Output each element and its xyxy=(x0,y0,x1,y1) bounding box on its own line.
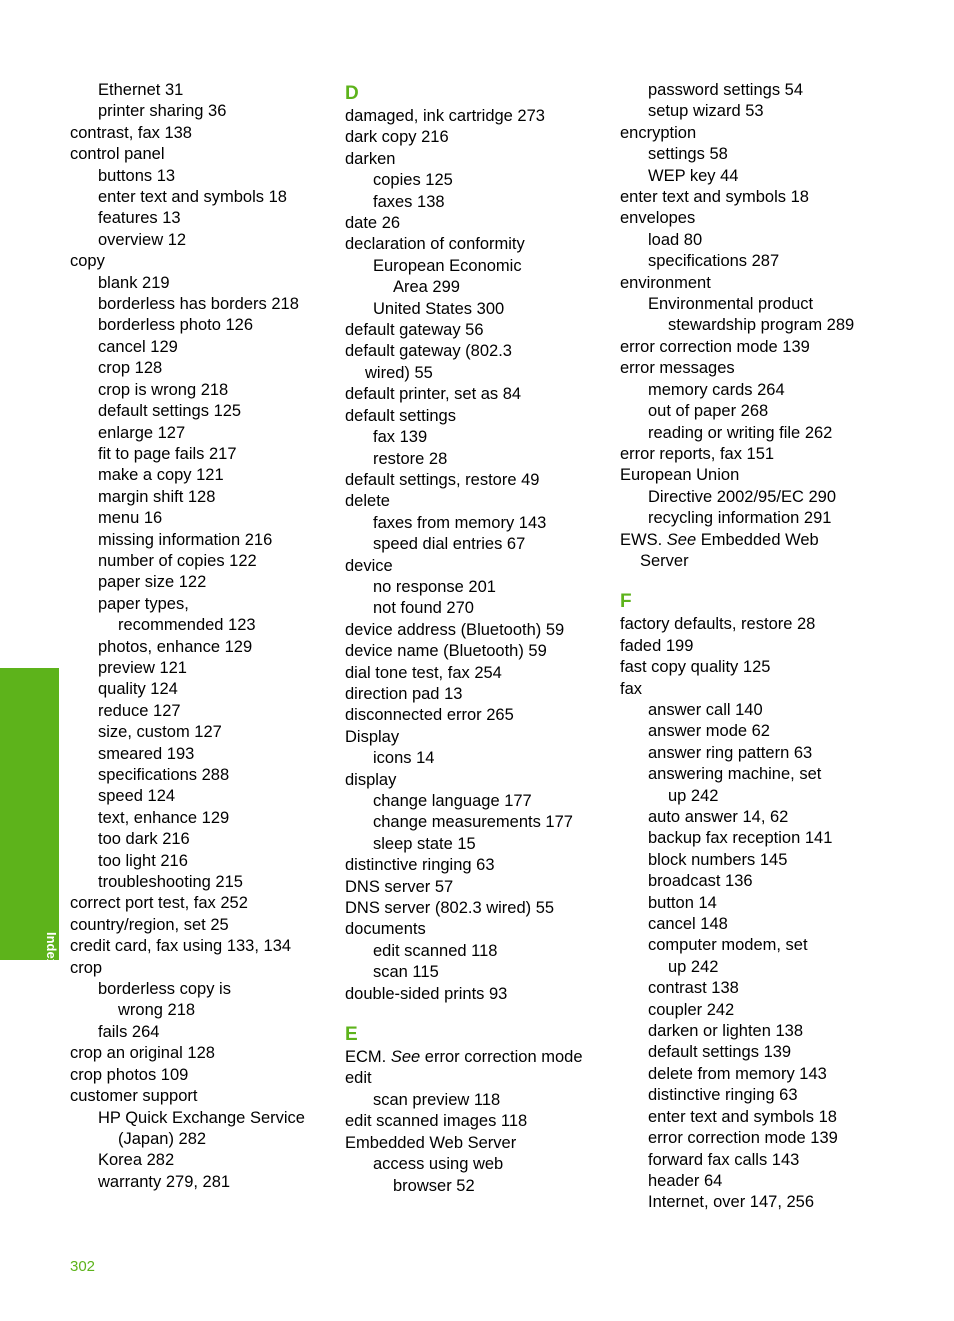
index-entry: fast copy quality 125 xyxy=(620,658,771,677)
index-subentry: coupler 242 xyxy=(648,1000,735,1019)
index-entry-continuation: browser 52 xyxy=(393,1176,475,1195)
index-entry: envelopes xyxy=(620,209,696,228)
index-entry: European Union xyxy=(620,466,740,485)
index-entry-see xyxy=(345,1047,605,1068)
index-entry-continuation: up 242 xyxy=(668,786,719,805)
index-subentry: sleep state 15 xyxy=(373,834,476,853)
index-subentry: icons 14 xyxy=(373,749,435,768)
index-entry: credit card, fax using 133, 134 xyxy=(70,937,292,956)
index-subentry: error correction mode 139 xyxy=(648,1129,838,1148)
index-subentry: enter text and symbols 18 xyxy=(98,188,287,207)
index-subentry: crop 128 xyxy=(98,359,163,378)
index-entry-continuation: Server xyxy=(640,551,689,570)
index-subentry: European Economic xyxy=(373,256,522,275)
index-subentry: fax 139 xyxy=(373,428,428,447)
index-subentry: computer modem, set xyxy=(648,936,808,955)
index-subentry: fit to page fails 217 xyxy=(98,444,237,463)
index-entry: distinctive ringing 63 xyxy=(345,856,495,875)
index-entry-continuation: wired) 55 xyxy=(365,363,433,382)
index-subentry: Environmental product xyxy=(648,295,814,314)
index-subentry: too light 216 xyxy=(98,851,188,870)
index-subentry: Ethernet 31 xyxy=(98,81,184,99)
index-entry: default printer, set as 84 xyxy=(345,385,522,404)
index-entry: double-sided prints 93 xyxy=(345,984,508,1003)
index-subentry: speed dial entries 67 xyxy=(373,535,526,554)
entry-term: EWS. xyxy=(620,530,667,549)
see-target: error correction mode xyxy=(420,1048,583,1067)
index-subentry: forward fax calls 143 xyxy=(648,1150,800,1169)
index-subentry: restore 28 xyxy=(373,449,448,468)
index-entry: delete xyxy=(345,492,390,511)
index-subentry: scan 115 xyxy=(373,963,439,982)
index-subentry: United States 300 xyxy=(373,299,505,318)
index-subentry: buttons 13 xyxy=(98,166,176,185)
index-entry: device xyxy=(345,556,393,575)
index-subentry: copies 125 xyxy=(373,171,453,190)
index-subentry: password settings 54 xyxy=(648,81,804,99)
index-entry: display xyxy=(345,770,397,789)
index-entry: default settings xyxy=(345,406,456,425)
entry-term: ECM. xyxy=(345,1048,391,1067)
index-entry-continuation: (Japan) 282 xyxy=(118,1129,207,1148)
index-subentry: text, enhance 129 xyxy=(98,808,230,827)
index-entry: default gateway 56 xyxy=(345,321,484,340)
index-entry: encryption xyxy=(620,123,697,142)
index-subentry: broadcast 136 xyxy=(648,872,753,891)
index-subentry: preview 121 xyxy=(98,658,187,677)
index-entry: crop an original 128 xyxy=(70,1044,215,1063)
index-subentry: warranty 279, 281 xyxy=(98,1172,231,1191)
index-subentry: enter text and symbols 18 xyxy=(648,1107,837,1126)
index-subentry: cancel 129 xyxy=(98,337,178,356)
index-entry: Embedded Web Server xyxy=(345,1133,517,1152)
index-subentry: WEP key 44 xyxy=(648,166,739,185)
index-entry: DNS server (802.3 wired) 55 xyxy=(345,899,555,918)
index-entry: disconnected error 265 xyxy=(345,706,514,725)
see-reference: See xyxy=(666,530,697,549)
index-entry: dark copy 216 xyxy=(345,128,449,147)
index-subentry: specifications 287 xyxy=(648,252,780,271)
index-subentry: specifications 288 xyxy=(98,766,230,784)
index-entry: damaged, ink cartridge 273 xyxy=(345,107,545,125)
index-subentry: Directive 2002/95/EC 290 xyxy=(648,487,837,506)
index-entry: crop xyxy=(70,958,103,977)
index-subentry: faxes from memory 143 xyxy=(373,513,547,532)
index-subentry: smeared 193 xyxy=(98,744,195,763)
index-entry: crop photos 109 xyxy=(70,1065,189,1084)
index-subentry: margin shift 128 xyxy=(98,487,216,506)
index-subentry: features 13 xyxy=(98,209,181,228)
index-subentry: auto answer 14, 62 xyxy=(648,808,789,826)
index-subentry: header 64 xyxy=(648,1171,723,1190)
index-subentry: overview 12 xyxy=(98,230,187,249)
index-entry: darken xyxy=(345,149,396,168)
index-subentry: out of paper 268 xyxy=(648,402,769,421)
index-entry: factory defaults, restore 28 xyxy=(620,615,816,634)
index-entry: Display xyxy=(345,727,400,746)
index-subentry: borderless has borders 218 xyxy=(98,295,299,314)
index-entry: device address (Bluetooth) 59 xyxy=(345,620,565,639)
index-subentry: load 80 xyxy=(648,230,703,249)
section-gap xyxy=(620,572,880,588)
index-subentry: blank 219 xyxy=(98,273,170,292)
section-letter-f: F xyxy=(620,591,632,613)
index-subentry: reduce 127 xyxy=(98,701,181,720)
index-subentry: delete from memory 143 xyxy=(648,1064,827,1083)
index-entry: contrast, fax 138 xyxy=(70,123,192,142)
section-gap xyxy=(345,1005,605,1021)
index-subentry: contrast 138 xyxy=(648,979,739,998)
index-entry: default gateway (802.3 xyxy=(345,342,512,361)
index-subentry: settings 58 xyxy=(648,145,728,164)
index-subentry: quality 124 xyxy=(98,680,178,699)
index-entry: edit scanned images 118 xyxy=(345,1112,528,1131)
index-subentry: answer ring pattern 63 xyxy=(648,743,813,762)
index-subentry: default settings 125 xyxy=(98,402,242,421)
index-subentry: fails 264 xyxy=(98,1022,160,1041)
index-subentry: menu 16 xyxy=(98,509,163,528)
index-subentry: paper types, xyxy=(98,594,189,613)
index-column-1 xyxy=(70,80,330,1193)
index-entry: declaration of conformity xyxy=(345,235,525,254)
index-entry: documents xyxy=(345,920,426,939)
index-entry: error reports, fax 151 xyxy=(620,444,775,463)
index-subentry: default settings 139 xyxy=(648,1043,792,1062)
index-side-tab-label: Index xyxy=(44,932,59,966)
index-entry-continuation: recommended 123 xyxy=(118,616,256,635)
index-subentry: speed 124 xyxy=(98,787,176,806)
index-subentry: cancel 148 xyxy=(648,915,728,934)
index-subentry: Korea 282 xyxy=(98,1151,175,1170)
index-subentry: make a copy 121 xyxy=(98,466,224,485)
index-entry-see xyxy=(620,530,880,551)
index-subentry: change measurements 177 xyxy=(373,813,573,832)
index-entry: direction pad 13 xyxy=(345,684,463,703)
index-entry: control panel xyxy=(70,145,165,164)
index-subentry: size, custom 127 xyxy=(98,723,222,742)
index-subentry: photos, enhance 129 xyxy=(98,637,253,656)
index-entry-continuation: stewardship program 289 xyxy=(668,316,855,335)
index-subentry: enlarge 127 xyxy=(98,423,186,442)
index-entry: faded 199 xyxy=(620,636,694,655)
section-letter-e: E xyxy=(345,1024,358,1046)
index-subentry: not found 270 xyxy=(373,599,474,618)
index-subentry: HP Quick Exchange Service xyxy=(98,1108,305,1127)
index-subentry: crop is wrong 218 xyxy=(98,380,229,399)
index-subentry: scan preview 118 xyxy=(373,1090,501,1109)
index-subentry: darken or lighten 138 xyxy=(648,1022,804,1041)
index-subentry: missing information 216 xyxy=(98,530,273,549)
index-subentry: faxes 138 xyxy=(373,192,445,211)
index-entry: country/region, set 25 xyxy=(70,915,229,934)
index-subentry: answer call 140 xyxy=(648,700,763,719)
index-subentry: no response 201 xyxy=(373,577,496,596)
index-subentry: setup wizard 53 xyxy=(648,102,764,121)
index-subentry: borderless copy is xyxy=(98,980,231,999)
index-entry: edit xyxy=(345,1069,372,1088)
index-entry: customer support xyxy=(70,1087,198,1106)
index-entry-continuation: wrong 218 xyxy=(118,1001,196,1020)
index-subentry: distinctive ringing 63 xyxy=(648,1086,798,1105)
index-column-3 xyxy=(620,80,880,1214)
index-entry: device name (Bluetooth) 59 xyxy=(345,642,547,661)
index-subentry: access using web xyxy=(373,1155,504,1174)
page-number: 302 xyxy=(70,1258,96,1275)
index-entry: dial tone test, fax 254 xyxy=(345,663,502,682)
index-entry: date 26 xyxy=(345,214,401,233)
section-letter-d: D xyxy=(345,83,359,104)
index-entry-continuation: Area 299 xyxy=(393,278,460,297)
index-subentry: borderless photo 126 xyxy=(98,316,254,335)
index-subentry: recycling information 291 xyxy=(648,509,832,528)
index-entry: error correction mode 139 xyxy=(620,337,810,356)
index-subentry: memory cards 264 xyxy=(648,380,785,399)
index-subentry: too dark 216 xyxy=(98,830,190,849)
index-entry: environment xyxy=(620,273,711,292)
index-entry: fax xyxy=(620,679,643,698)
index-subentry: answering machine, set xyxy=(648,765,822,784)
index-subentry: paper size 122 xyxy=(98,573,207,592)
index-subentry: button 14 xyxy=(648,893,717,912)
index-subentry: block numbers 145 xyxy=(648,850,788,869)
index-side-tab xyxy=(0,668,59,960)
index-subentry: answer mode 62 xyxy=(648,722,770,741)
see-reference: See xyxy=(390,1048,421,1067)
index-subentry: backup fax reception 141 xyxy=(648,829,833,848)
index-subentry: Internet, over 147, 256 xyxy=(648,1193,815,1212)
index-subentry: edit scanned 118 xyxy=(373,941,498,960)
see-target: Embedded Web xyxy=(696,530,819,549)
index-subentry: number of copies 122 xyxy=(98,551,257,570)
index-entry: DNS server 57 xyxy=(345,877,454,896)
index-entry-continuation: up 242 xyxy=(668,957,719,976)
index-subentry: change language 177 xyxy=(373,792,532,810)
index-entry: error messages xyxy=(620,359,735,378)
index-subentry: reading or writing file 262 xyxy=(648,423,833,442)
index-subentry: troubleshooting 215 xyxy=(98,873,243,892)
index-entry: default settings, restore 49 xyxy=(345,470,540,489)
index-subentry: printer sharing 36 xyxy=(98,102,227,121)
index-entry: copy xyxy=(70,252,105,271)
index-entry: enter text and symbols 18 xyxy=(620,188,809,207)
index-column-2 xyxy=(345,80,605,1197)
index-entry: correct port test, fax 252 xyxy=(70,894,248,913)
